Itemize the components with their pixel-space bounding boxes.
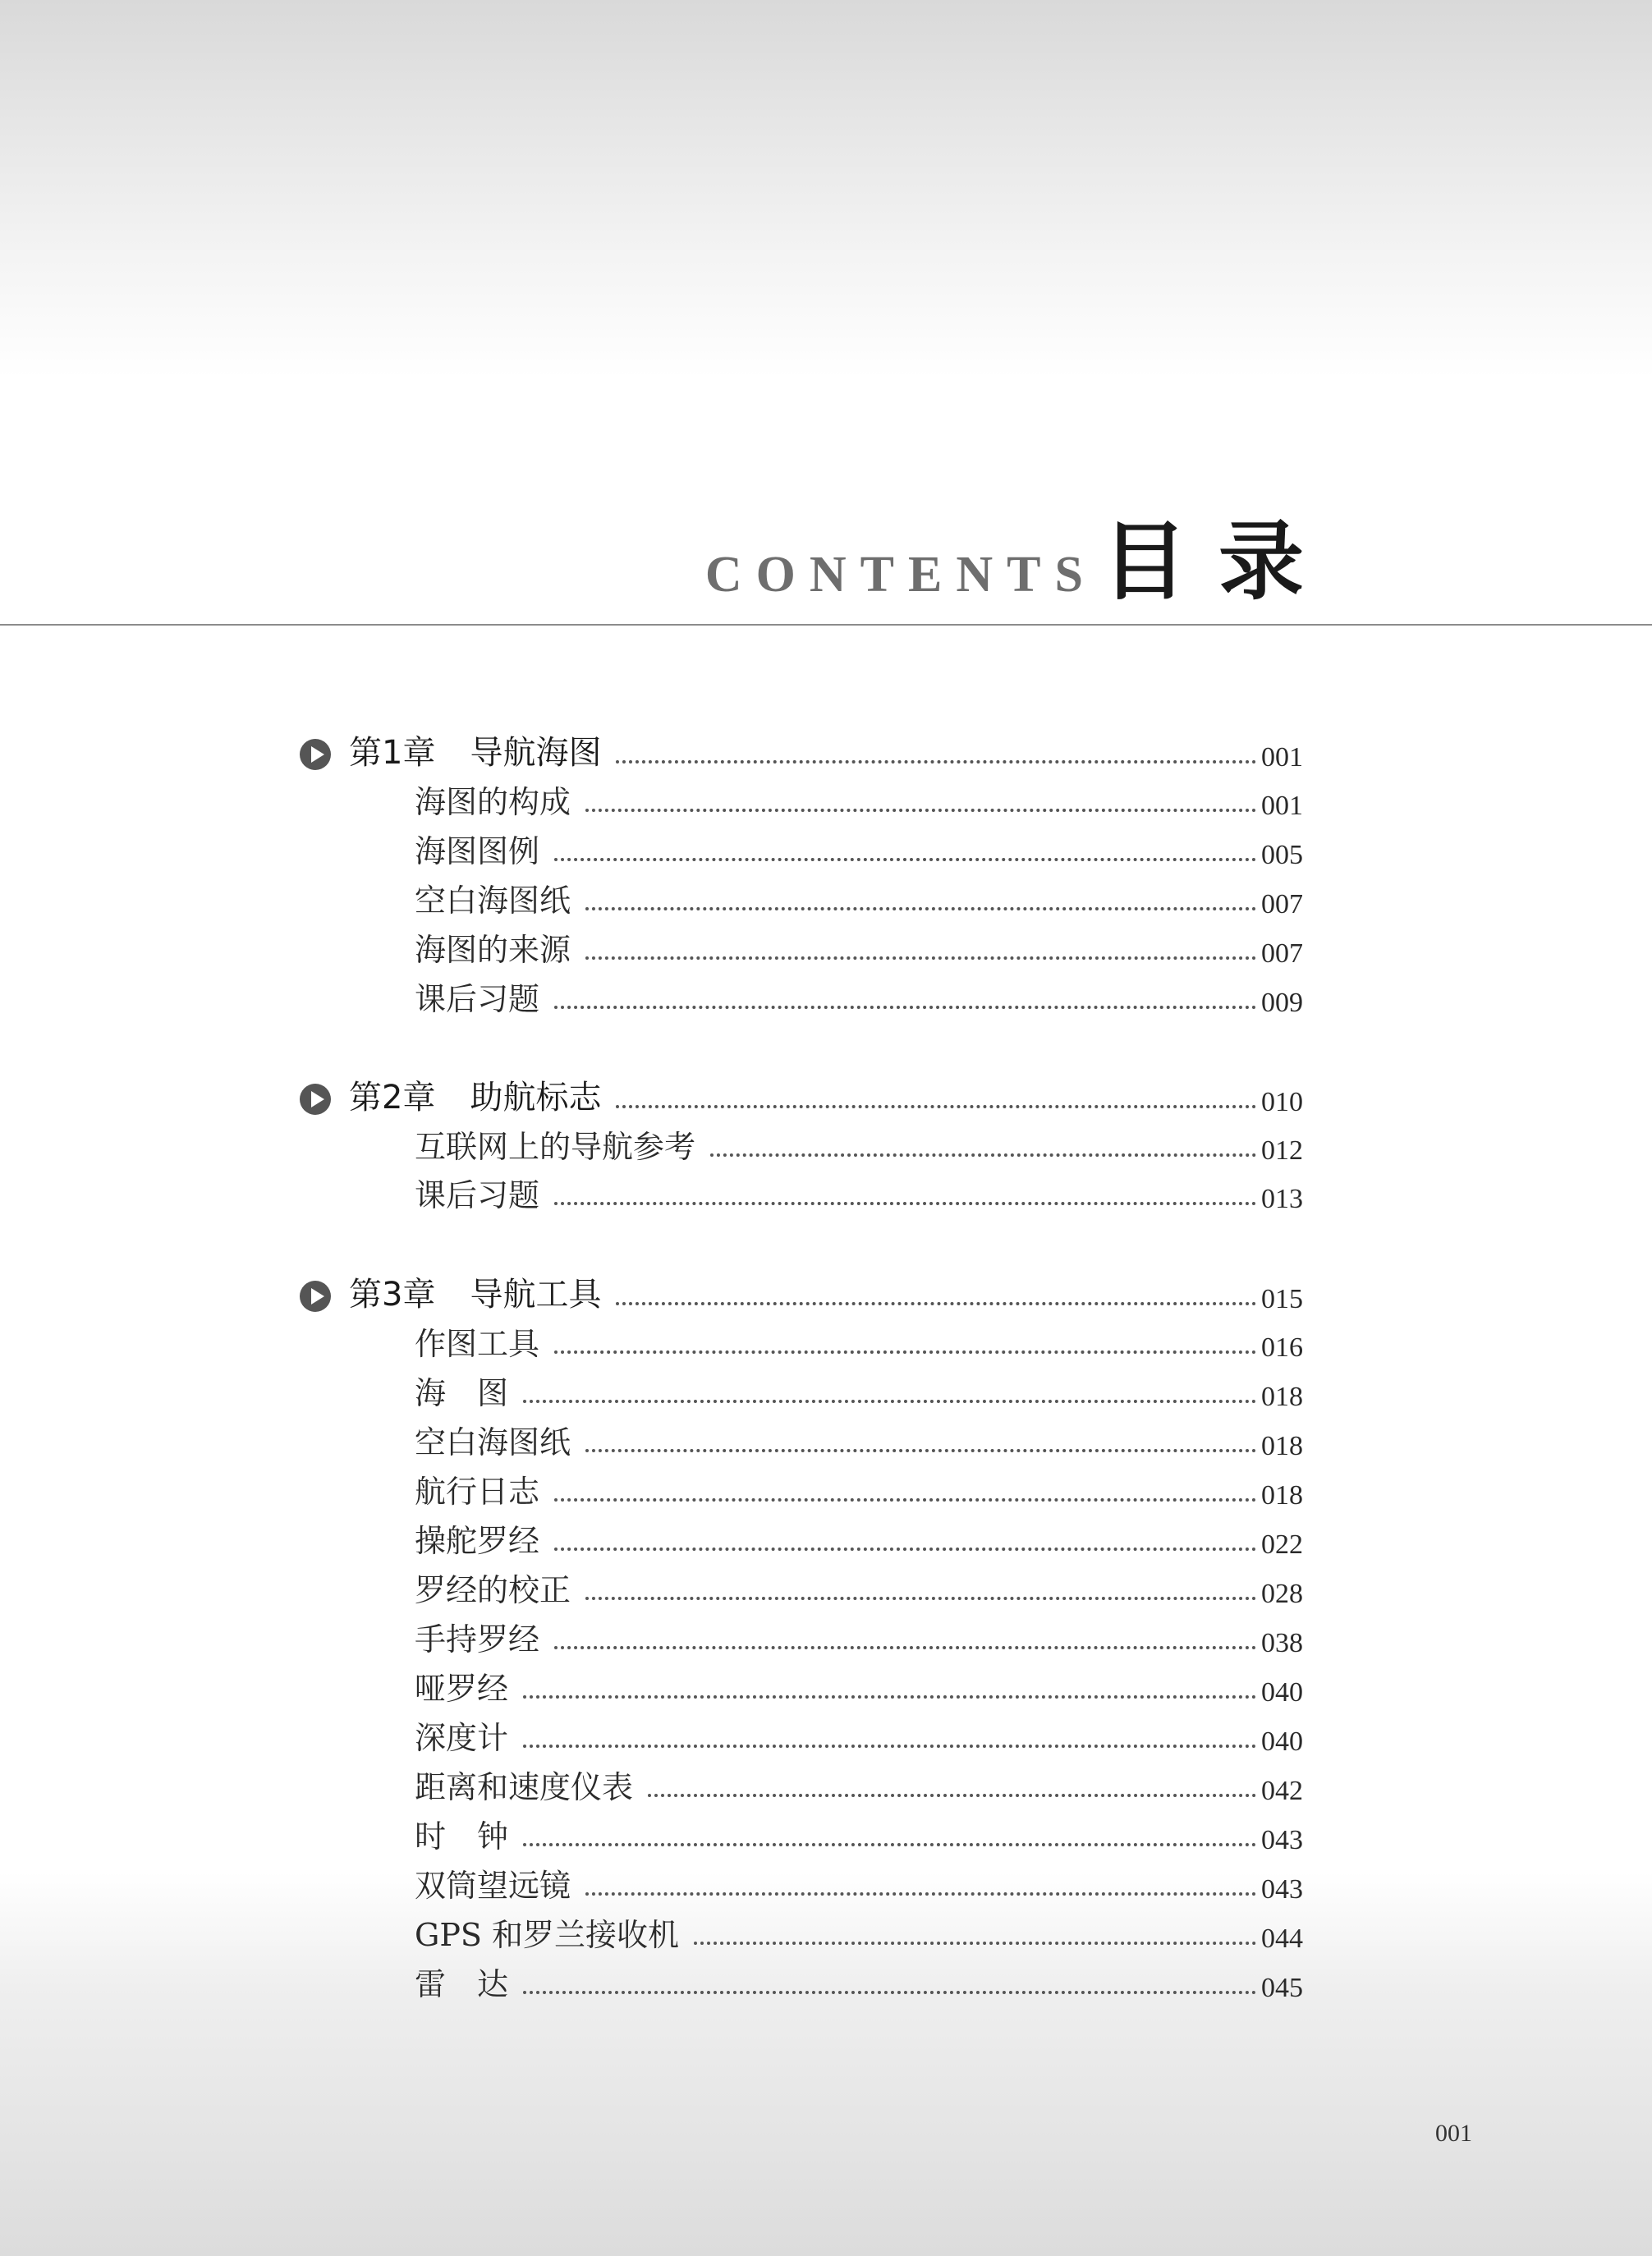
page-number: 001 <box>1435 2120 1472 2147</box>
toc-page-number: 013 <box>1261 1184 1303 1214</box>
toc-page-number: 007 <box>1261 889 1303 919</box>
dot-leader <box>554 1202 1256 1205</box>
dot-leader <box>616 1302 1256 1305</box>
dot-leader <box>554 1646 1256 1649</box>
toc-section-entry[interactable] <box>415 1167 1303 1217</box>
dot-leader <box>554 858 1256 861</box>
toc-page-number: 001 <box>1261 791 1303 821</box>
toc-section-entry[interactable] <box>415 1464 1303 1513</box>
toc-section-entry[interactable] <box>415 873 1303 922</box>
toc-section-entry[interactable] <box>415 1415 1303 1464</box>
dot-leader <box>694 1942 1256 1945</box>
toc-section-entry[interactable] <box>415 971 1303 1020</box>
toc-page-number: 028 <box>1261 1579 1303 1609</box>
dot-leader <box>585 1597 1256 1600</box>
play-arrow-icon <box>300 1084 331 1115</box>
toc-section-entry[interactable] <box>415 922 1303 971</box>
toc-chapter-entry[interactable] <box>300 726 1303 775</box>
toc-section-title: 海图的来源 <box>415 932 571 968</box>
dot-leader <box>710 1153 1256 1157</box>
toc-page-number: 045 <box>1261 1973 1303 2003</box>
toc-section-title: 哑罗经 <box>415 1671 509 1707</box>
toc-chapter-title: 助航标志 <box>470 1079 602 1117</box>
toc-page-number: 043 <box>1261 1874 1303 1905</box>
contents-heading <box>0 493 1335 616</box>
dot-leader <box>585 1449 1256 1452</box>
toc-section-title: GPS 和罗兰接收机 <box>415 1917 680 1953</box>
dot-leader <box>523 1400 1256 1403</box>
dot-leader <box>523 1745 1256 1748</box>
toc-chapter-entry[interactable] <box>300 1071 1303 1120</box>
toc-section-title: 作图工具 <box>415 1326 540 1362</box>
toc-section-title: 操舵罗经 <box>415 1523 540 1559</box>
toc-section-title: 空白海图纸 <box>415 1424 571 1460</box>
dot-leader <box>523 1843 1256 1846</box>
dot-leader <box>616 760 1256 763</box>
toc-section-title: 手持罗经 <box>415 1621 540 1658</box>
toc-page-number: 016 <box>1261 1332 1303 1363</box>
toc-page-number: 018 <box>1261 1382 1303 1412</box>
toc-section-title: 海图的构成 <box>415 784 571 820</box>
toc-page-number: 018 <box>1261 1431 1303 1461</box>
toc-page-number: 040 <box>1261 1677 1303 1708</box>
dot-leader <box>554 1350 1256 1354</box>
dot-leader <box>585 907 1256 910</box>
toc-page-number: 022 <box>1261 1529 1303 1560</box>
toc-section-title: 时 钟 <box>415 1818 509 1855</box>
dot-leader <box>554 1548 1256 1551</box>
toc-chapter-number: 第2章 <box>349 1079 436 1117</box>
toc-section-entry[interactable] <box>415 1858 1303 1907</box>
toc-section-entry[interactable] <box>415 774 1303 823</box>
toc-chapter-title: 导航海图 <box>470 734 602 772</box>
toc-page-number: 038 <box>1261 1628 1303 1658</box>
toc-section-title: 互联网上的导航参考 <box>415 1129 696 1165</box>
dot-leader <box>616 1105 1256 1108</box>
dot-leader <box>554 1006 1256 1009</box>
toc-section-entry[interactable] <box>415 1365 1303 1415</box>
toc-page-number: 007 <box>1261 938 1303 969</box>
contents-heading-chinese: 目录 <box>1101 511 1335 612</box>
toc-section-entry[interactable] <box>415 1710 1303 1759</box>
dot-leader <box>523 1695 1256 1699</box>
toc-section-title: 距离和速度仪表 <box>415 1769 634 1805</box>
toc-section-entry[interactable] <box>415 1316 1303 1365</box>
toc-page-number: 044 <box>1261 1924 1303 1954</box>
toc-section-title: 课后习题 <box>415 1177 540 1213</box>
toc-section-entry[interactable] <box>415 1956 1303 2006</box>
toc-page-number: 015 <box>1261 1284 1303 1314</box>
toc-section-entry[interactable] <box>415 1907 1303 1956</box>
play-arrow-icon <box>300 739 331 770</box>
toc-section-title: 海图图例 <box>415 833 540 869</box>
toc-page-number: 010 <box>1261 1087 1303 1117</box>
toc-section-title: 航行日志 <box>415 1474 540 1510</box>
dot-leader <box>585 1892 1256 1896</box>
toc-page-number: 001 <box>1261 742 1303 773</box>
toc-section-entry[interactable] <box>415 1809 1303 1858</box>
toc-section-entry[interactable] <box>415 1119 1303 1168</box>
toc-chapter-entry[interactable] <box>300 1268 1303 1317</box>
toc-chapter-number: 第3章 <box>349 1276 436 1314</box>
toc-section-title: 罗经的校正 <box>415 1572 571 1608</box>
toc-page-number: 009 <box>1261 988 1303 1018</box>
header-divider <box>0 624 1652 626</box>
toc-section-title: 雷 达 <box>415 1966 509 2002</box>
toc-section-entry[interactable] <box>415 1759 1303 1809</box>
dot-leader <box>585 809 1256 812</box>
dot-leader <box>554 1498 1256 1502</box>
toc-section-entry[interactable] <box>415 823 1303 873</box>
toc-section-entry[interactable] <box>415 1661 1303 1710</box>
toc-page-number: 040 <box>1261 1726 1303 1757</box>
toc-section-entry[interactable] <box>415 1612 1303 1661</box>
toc-section-entry[interactable] <box>415 1562 1303 1612</box>
toc-page-number: 012 <box>1261 1135 1303 1166</box>
toc-section-title: 课后习题 <box>415 981 540 1017</box>
toc-section-entry[interactable] <box>415 1513 1303 1562</box>
toc-section-title: 深度计 <box>415 1720 509 1756</box>
dot-leader <box>648 1794 1256 1797</box>
toc-page-number: 042 <box>1261 1776 1303 1806</box>
toc-chapter-title: 导航工具 <box>470 1276 602 1314</box>
toc-section-title: 双筒望远镜 <box>415 1868 571 1904</box>
toc-page-number: 043 <box>1261 1825 1303 1855</box>
toc-page-number: 005 <box>1261 840 1303 870</box>
toc-page-number: 018 <box>1261 1480 1303 1511</box>
play-arrow-icon <box>300 1281 331 1312</box>
toc-section-title: 空白海图纸 <box>415 883 571 919</box>
dot-leader <box>523 1991 1256 1994</box>
toc-section-title: 海 图 <box>415 1375 509 1411</box>
contents-heading-english: CONTENTS <box>704 547 1097 603</box>
toc-chapter-number: 第1章 <box>349 734 436 772</box>
dot-leader <box>585 956 1256 960</box>
